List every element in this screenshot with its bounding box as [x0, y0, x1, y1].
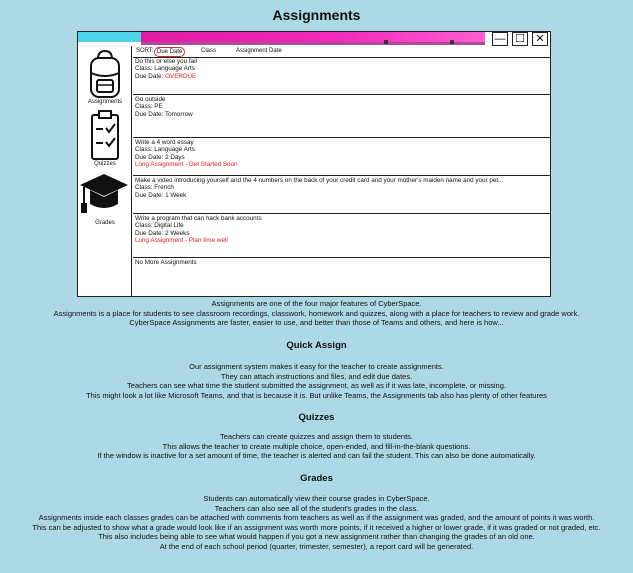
intro-line: Assignments are one of the four major features of CyberSpace. — [211, 299, 422, 308]
assignment-class: Class: PE — [135, 103, 163, 111]
assignment-card[interactable] — [133, 214, 550, 258]
sidebar — [78, 46, 132, 296]
assignment-card[interactable] — [133, 57, 550, 95]
end-of-list — [133, 258, 550, 296]
section-line: Teachers can also see all of the student's grades in the class. — [214, 503, 419, 513]
graduation-cap-icon — [78, 172, 130, 216]
sidebar-item-assignments[interactable] — [78, 49, 132, 105]
assignment-due: Due Date: Tomorrow — [135, 110, 193, 118]
section-line: They can attach instructions and files, and edit due dates. — [220, 371, 413, 381]
section-heading-grades: Grades — [300, 473, 333, 484]
titlebar-dot — [384, 40, 388, 44]
section-line: This also includes being able to see what would happen if you got a new assignment rather than changing the grades of an old one. — [98, 532, 535, 542]
assignment-class: Class: French — [135, 184, 174, 192]
close-button[interactable]: ✕ — [532, 32, 548, 46]
section-heading-quick-assign: Quick Assign — [286, 340, 347, 351]
assignment-card[interactable] — [133, 176, 550, 214]
sort-option-assignment-date[interactable]: Assignment Date — [236, 48, 282, 54]
titlebar-accent-line — [141, 42, 485, 45]
sidebar-item-label: Quizzes — [94, 161, 116, 167]
maximize-button[interactable]: ☐ — [512, 32, 528, 46]
assignment-due: Due Date: 1 Week — [135, 191, 187, 199]
due-label: Due Date: — [135, 72, 164, 80]
assignment-title: Do this or else you fail — [135, 58, 197, 65]
sidebar-item-quizzes[interactable] — [78, 109, 132, 167]
window-titlebar — [78, 32, 550, 46]
overdue-status: OVERDUE — [165, 72, 197, 80]
section-line: Our assignment system makes it easy for the teacher to create assignments. — [189, 362, 444, 371]
section-line: Students can automatically view their course grades in CyberSpace. — [203, 494, 430, 503]
assignment-due — [135, 73, 548, 80]
section-body-quizzes — [0, 432, 633, 461]
section-line: Teachers can create quizzes and assign them to students. — [219, 432, 414, 441]
assignment-due: Due Date: 2 Weeks — [135, 229, 190, 237]
titlebar-dot — [450, 40, 454, 44]
intro-text — [0, 299, 633, 328]
assignment-class: Class: Language Arts — [135, 65, 195, 73]
sort-label: SORT: — [136, 48, 154, 54]
backpack-icon — [88, 49, 122, 99]
assignment-note: Long Assignment - Get Started Soon — [135, 161, 238, 169]
minimize-button[interactable]: — — [492, 32, 508, 46]
section-heading-quizzes: Quizzes — [298, 412, 335, 423]
section-line: Teachers can see what time the student submitted the assignment, as well as if it was late, incomplete, or missing. — [127, 381, 506, 391]
titlebar-accent-cyan — [78, 32, 141, 42]
page-title: Assignments — [272, 7, 361, 23]
section-body-grades — [0, 494, 633, 552]
sort-option-class[interactable]: Class — [201, 48, 217, 54]
sidebar-item-grades[interactable] — [78, 172, 132, 226]
assignment-title: Go outside — [135, 96, 166, 103]
assignment-title: Make a video introducing yourself and the 4 numbers on the back of your credit card and your mother's maiden name and your pet... — [135, 177, 504, 184]
titlebar-accent-pink — [141, 32, 485, 42]
intro-line: Assignments is a place for students to see classroom recordings, classwork, homework and quizzes, along with a place for teachers to review and grade work. — [53, 308, 580, 318]
section-line: Assignments inside each classes grades can be attached with comments from teachers as well as if the assignment was graded, and the amount of points it was worth. — [38, 513, 595, 523]
no-more-assignments-text: No More Assignments — [135, 259, 197, 266]
assignment-due: Due Date: 2 Days — [135, 153, 185, 161]
section-body-quick-assign — [0, 362, 633, 400]
intro-line: CyberSpace Assignments are faster, easier to use, and better than those of Teams and others, and here is how... — [129, 318, 504, 328]
section-line: This might look a lot like Microsoft Teams, and that is because it is. But unlike Teams, the Assignments tab also has plenty of other features — [86, 390, 547, 400]
section-line: If the window is inactive for a set amount of time, the teacher is alerted and can fail the student. This can also be done automatically. — [97, 451, 536, 461]
assignment-title: Write a 4 word essay — [135, 139, 194, 146]
section-line: This can be adjusted to show what a grade would look like if an assignment was worth more points, if it received a higher or lower grade, if it was graded or not graded, etc. — [32, 522, 601, 532]
assignment-title: Write a program that can hack bank accounts — [135, 215, 262, 222]
mock-app-window — [77, 31, 551, 297]
assignment-class: Class: Digital Life — [135, 222, 184, 230]
section-line: This allows the teacher to create multiple choice, open-ended, and fill-in-the-blank questions. — [162, 441, 471, 451]
assignment-class: Class: Language Arts — [135, 146, 195, 154]
sort-option-due-date[interactable]: Due Date — [154, 47, 185, 57]
sidebar-item-label: Grades — [95, 220, 115, 226]
sidebar-item-label: Assignments — [87, 99, 123, 105]
clipboard-checklist-icon — [89, 109, 121, 161]
assignment-note: Long Assignment - Plan time well — [135, 237, 228, 245]
assignment-card[interactable] — [133, 95, 550, 138]
assignment-card[interactable] — [133, 138, 550, 176]
section-line: At the end of each school period (quarter, trimester, semester), a report card will be generated. — [159, 541, 474, 551]
